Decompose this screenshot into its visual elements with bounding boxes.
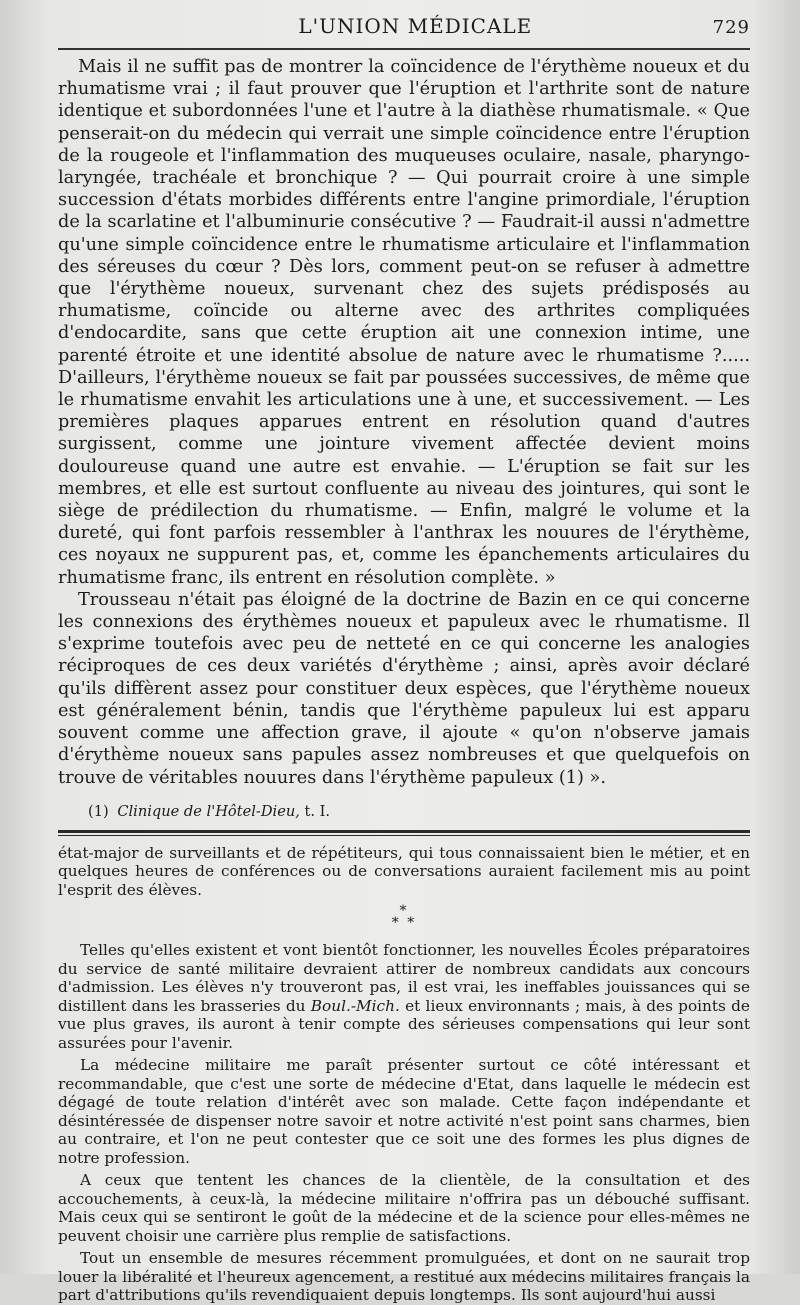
footnote — [88, 803, 750, 820]
main-article-text — [58, 56, 750, 789]
asterism — [58, 903, 750, 932]
header-rule — [58, 48, 750, 50]
feuilleton-paragraph-4: A ceux que tentent les chances de la clientèle, de la consultation et des accouchements, à ceux-là, la médecine militaire n'offrira pas un débouché suffisant. Mais ceux qui se sentiront le goût de la médecine et de la science pour elles-mêmes ne peuvent choisir une carrière plus remplie de satisfactions. — [58, 1171, 750, 1245]
footnote-number: (1) — [88, 802, 109, 820]
italic-place-name: Boul.-Mich. — [310, 996, 400, 1015]
running-title: L'UNION MÉDICALE — [298, 14, 533, 38]
footnote-title: Clinique de l'Hôtel-Dieu, — [117, 802, 300, 820]
main-paragraph-2: Trousseau n'était pas éloigné de la doctrine de Bazin en ce qui concerne les connexions des érythèmes noueux et papuleux avec le rhumatisme. Il s'exprime toutefois avec peu de netteté en ce qui concerne les analogies réciproques de ces deux variétés d'érythème ; ainsi, après avoir déclaré qu'ils diffèrent assez pour constituer deux espèces, que l'érythème noueux est généralement bénin, tandis que l'érythème papuleux lui est apparu souvent comme une affection grave, il ajoute « qu'on n'observe jamais d'érythème noueux sans papules assez nombreuses et que quelquefois on trouve de véritables nouures dans l'érythème papuleux (1) ». — [58, 589, 750, 788]
feuilleton-paragraph-3: La médecine militaire me paraît présenter surtout ce côté intéressant et recommandable, que c'est une sorte de médecine d'Etat, dans laquelle le médecin est dégagé de toute relation d'intérêt avec son malade. Cette façon indépendante et désintéressée de dispenser notre savoir et notre activité n'est point sans charmes, bien au contraire, et l'on ne peut contester que ce soit une des formes les plus dignes de notre profession. — [58, 1056, 750, 1167]
feuilleton-paragraph-5: Tout un ensemble de mesures récemment promulguées, et dont on ne saurait trop louer la libéralité et l'heureux agencement, a restitué aux médecins militaires français la part d'attributions qu'ils revendiquaient depuis longtemps. Ils sont aujourd'hui aussi — [58, 1249, 750, 1305]
feuilleton-separator — [58, 830, 750, 836]
asterism-top: * — [399, 903, 409, 920]
feuilleton-text — [58, 844, 750, 1305]
feuilleton-paragraph-1: état-major de surveillants et de répétiteurs, qui tous connaissaient bien le métier, et en quelques heures de conférences ou de conversations auraient facilement mis au point l'esprit des élèves. — [58, 843, 750, 899]
running-header — [58, 14, 750, 42]
footnote-volume: t. I. — [304, 802, 331, 820]
main-paragraph-1: Mais il ne suffit pas de montrer la coïncidence de l'érythème noueux et du rhumatisme vrai ; il faut prouver que l'éruption et l'arthrite sont de nature identique et subordonnées l'une et l'autre à la diathèse rhumatismale. « Que penserait-on du médecin qui verrait une simple coïncidence entre l'éruption de la rougeole et l'inflammation des muqueuses oculaire, nasale, pharyngo-laryngée, trachéale et bronchique ? — Qui pourrait croire à une simple succession d'états morbides différents entre l'angine primordiale, l'éruption de la scarlatine et l'albuminurie consécutive ? — Faudrait-il aussi n'admettre qu'une simple coïncidence entre le rhumatisme articulaire et l'inflammation des séreuses du cœur ? Dès lors, comment peut-on se refuser à admettre que l'érythème noueux, survenant chez des sujets prédisposés au rhumatisme, coïncide ou alterne avec des arthrites compliquées d'endocardite, sans que cette éruption ait une connexion intime, une parenté étroite et une identité absolue de nature avec le rhumatisme ?..... D'ailleurs, l'érythème noueux se fait par poussées successives, de même que le rhumatisme envahit les articulations une à une, et successivement. — Les premières plaques apparues entrent en résolution quand d'autres surgissent, comme une jointure vivement affectée devient moins douloureuse quand une autre est envahie. — L'éruption se fait sur les membres, et elle est surtout confluente au niveau des jointures, qui sont le siège de prédilection du rhumatisme. — Enfin, malgré le volume et la dureté, qui font parfois ressembler à l'anthrax les nouures de l'érythème, ces noyaux ne suppurent pas, et, comme les épanchements articulaires du rhumatisme franc, ils entrent en résolution complète. » — [58, 57, 750, 588]
asterism-bottom: * * — [391, 915, 417, 932]
feuilleton-paragraph-2: Telles qu'elles existent et vont bientôt fonctionner, les nouvelles Écoles préparatoires du service de santé militaire devraient attirer de nombreux candidats aux concours d'admission. Les élèves n'y trouveront pas, il est vrai, les ineffables jouissances qui se distillent dans les brasseries du Boul.-Mich. et lieux environnants ; mais, à des points de vue plus graves, ils auront à tenir compte des sérieuses compensations qui leur sont assurées pour l'avenir. — [58, 941, 750, 1052]
page-number: 729 — [712, 17, 750, 38]
